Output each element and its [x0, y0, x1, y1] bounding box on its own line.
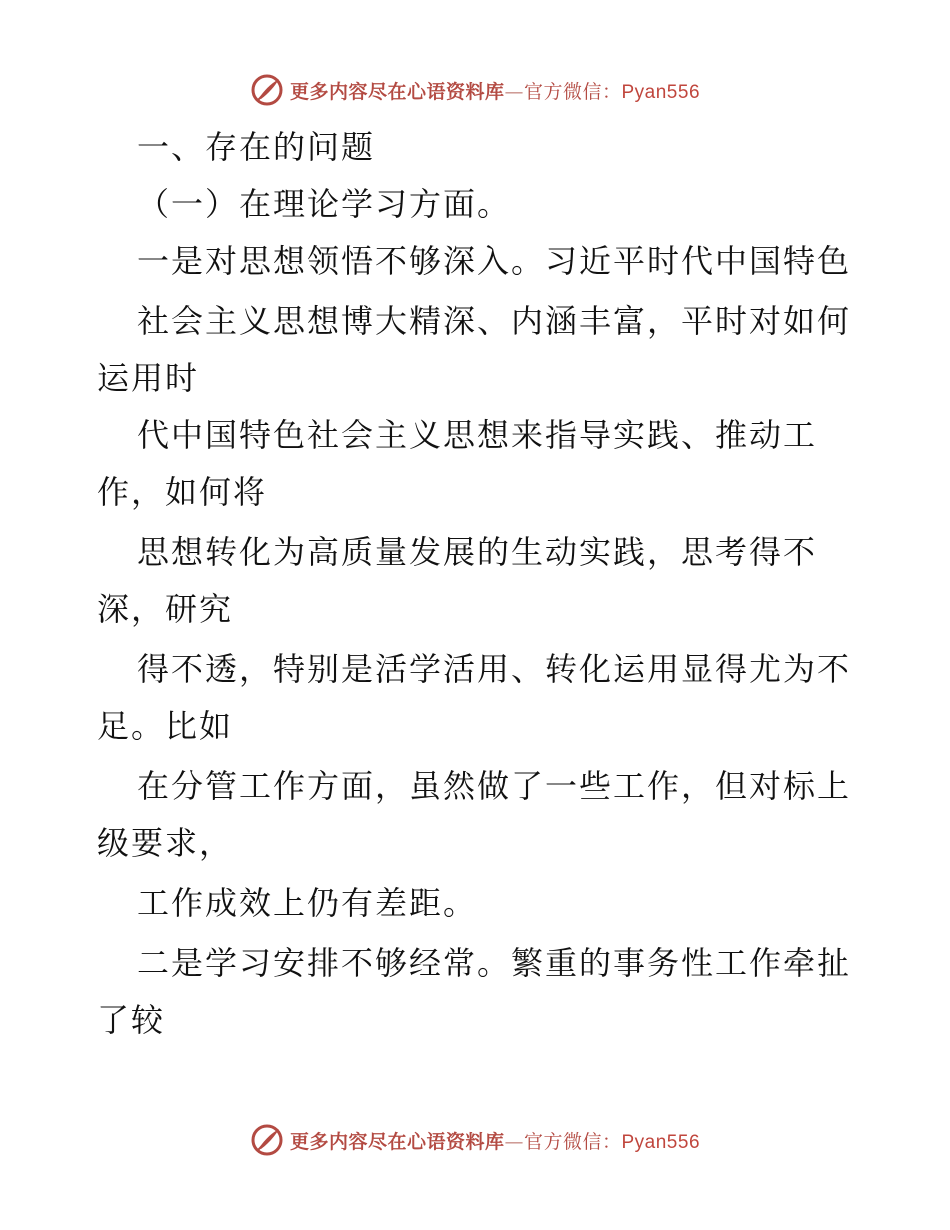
paragraph-line: 社会主义思想博大精深、内涵丰富，平时对如何	[137, 302, 852, 340]
paragraph-line: 代中国特色社会主义思想来指导实践、推动工	[137, 416, 818, 454]
paragraph-line: 足。比如	[97, 707, 234, 745]
paragraph-line: 深，研究	[97, 590, 234, 628]
paragraph-line: 运用时	[97, 359, 200, 397]
feather-pen-logo-icon	[250, 1123, 284, 1157]
watermark-separator: —	[504, 1130, 524, 1153]
feather-pen-logo-icon	[250, 73, 284, 107]
watermark-wechat-label: 官方微信：	[523, 80, 622, 103]
watermark-wechat-label: 官方微信：	[523, 1130, 622, 1153]
section-heading: 一、存在的问题	[137, 128, 376, 166]
subsection-heading: （一）在理论学习方面。	[137, 185, 512, 223]
watermark-main: 更多内容尽在心语资料库	[289, 80, 505, 103]
watermark-wechat-id: Pyan556	[621, 1131, 701, 1153]
paragraph-line: 了较	[97, 1001, 166, 1039]
watermark-separator: —	[504, 80, 524, 103]
paragraph-line: 思想转化为高质量发展的生动实践，思考得不	[137, 533, 818, 571]
paragraph-line: 作，如何将	[97, 473, 268, 511]
header-watermark	[0, 70, 950, 110]
paragraph-line: 级要求，	[97, 824, 234, 862]
watermark-text	[290, 77, 700, 104]
footer-watermark	[0, 1120, 950, 1160]
watermark-main: 更多内容尽在心语资料库	[289, 1130, 505, 1153]
paragraph-line: 二是学习安排不够经常。繁重的事务性工作牵扯	[137, 944, 852, 982]
paragraph-line: 在分管工作方面，虽然做了一些工作，但对标上	[137, 767, 852, 805]
watermark-text	[290, 1127, 700, 1154]
watermark-wechat-id: Pyan556	[621, 81, 701, 103]
paragraph-line: 一是对思想领悟不够深入。习近平时代中国特色	[137, 242, 852, 280]
paragraph-line: 工作成效上仍有差距。	[137, 884, 478, 922]
paragraph-line: 得不透，特别是活学活用、转化运用显得尤为不	[137, 650, 852, 688]
